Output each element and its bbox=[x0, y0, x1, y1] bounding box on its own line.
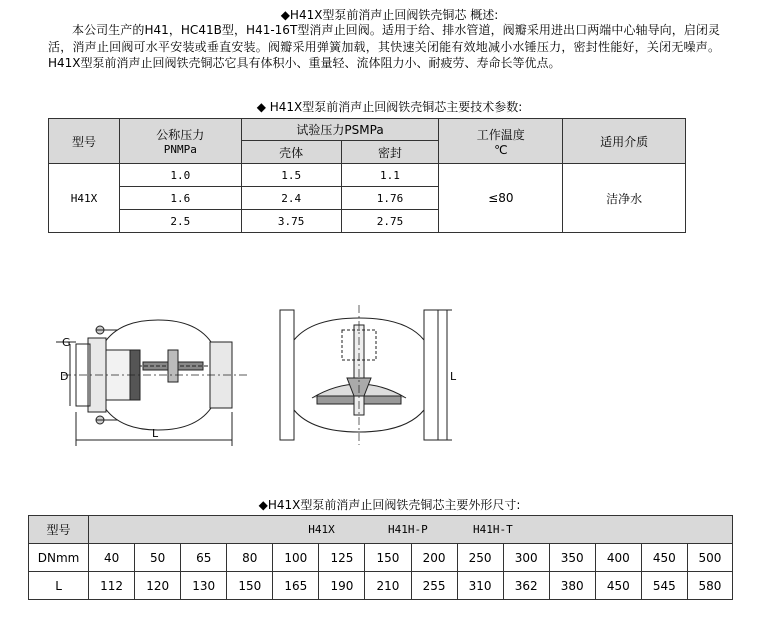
dims-label-l: L bbox=[29, 572, 89, 600]
cell-medium: 洁净水 bbox=[563, 164, 686, 233]
cell-shell: 3.75 bbox=[241, 210, 341, 233]
dims-cell-l: 255 bbox=[411, 572, 457, 600]
header-temp bbox=[439, 119, 563, 164]
dims-cell-l: 380 bbox=[549, 572, 595, 600]
dims-title: ◆H41X型泵前消声止回阀铁壳铜芯主要外形尺寸: bbox=[258, 498, 521, 512]
cell-seal: 1.76 bbox=[341, 187, 439, 210]
header-nominal-pressure bbox=[119, 119, 241, 164]
cell-pn: 2.5 bbox=[119, 210, 241, 233]
dims-header-model: 型号 bbox=[29, 516, 89, 544]
overview-title: ◆H41X型泵前消声止回阀铁壳铜芯 概述: bbox=[280, 8, 499, 22]
dims-cell-dn: 300 bbox=[503, 544, 549, 572]
dims-cell-dn: 40 bbox=[89, 544, 135, 572]
dims-cell-l: 150 bbox=[227, 572, 273, 600]
overview-paragraph: 本公司生产的H41，HC41B型，H41-16T型消声止回阀。适用于给、排水管道，阀瓣采用进出口两端中心轴导向，启闭灵活，消声止回阀可水平安装或垂直安装。阀瓣采用弹簧加载，其快速关闭能有效地减小水锤压力，密封性能好，关闭无噪声。H41X型泵前消声止回阀铁壳铜芯它具有体积小、重量轻、流体阻力小、耐疲劳、寿命长等优点。 bbox=[48, 23, 720, 70]
dims-cell-dn: 65 bbox=[181, 544, 227, 572]
dims-cell-l: 450 bbox=[595, 572, 641, 600]
dims-cell-dn: 125 bbox=[319, 544, 365, 572]
header-temp-label: 工作温度 bbox=[476, 127, 525, 142]
dims-cell-dn: 150 bbox=[365, 544, 411, 572]
dims-cell-dn: 50 bbox=[135, 544, 181, 572]
dims-cell-l: 545 bbox=[641, 572, 687, 600]
params-table bbox=[48, 118, 686, 233]
cell-pn: 1.0 bbox=[119, 164, 241, 187]
dims-cell-dn: 500 bbox=[687, 544, 732, 572]
dims-cell-dn: 450 bbox=[641, 544, 687, 572]
header-nominal-pressure-unit: PNMPa bbox=[163, 143, 197, 156]
dims-cell-dn: 80 bbox=[227, 544, 273, 572]
cell-model: H41X bbox=[49, 164, 120, 233]
header-nominal-pressure-label: 公称压力 bbox=[156, 128, 205, 142]
cell-seal: 2.75 bbox=[341, 210, 439, 233]
header-medium: 适用介质 bbox=[563, 119, 686, 164]
params-title: ◆ H41X型泵前消声止回阀铁壳铜芯主要技术参数: bbox=[256, 100, 523, 114]
dims-cell-l: 112 bbox=[89, 572, 135, 600]
header-test-pressure: 试验压力PSMPa bbox=[241, 119, 439, 141]
label-g: G bbox=[62, 336, 71, 349]
dims-cell-l: 580 bbox=[687, 572, 732, 600]
dims-cell-dn: 250 bbox=[457, 544, 503, 572]
label-l-left: L bbox=[152, 427, 159, 440]
cell-pn: 1.6 bbox=[119, 187, 241, 210]
cell-shell: 2.4 bbox=[241, 187, 341, 210]
cell-temp: ≤80 bbox=[439, 164, 563, 233]
dims-cell-l: 120 bbox=[135, 572, 181, 600]
dims-cell-l: 362 bbox=[503, 572, 549, 600]
dims-model: H41H-P bbox=[388, 523, 428, 536]
overview-text bbox=[48, 22, 720, 72]
cell-shell: 1.5 bbox=[241, 164, 341, 187]
dims-model: H41H-T bbox=[473, 523, 513, 536]
dims-model: H41X bbox=[308, 523, 335, 536]
dims-cell-l: 130 bbox=[181, 572, 227, 600]
dims-cell-dn: 200 bbox=[411, 544, 457, 572]
header-model: 型号 bbox=[49, 119, 120, 164]
header-shell: 壳体 bbox=[241, 141, 341, 164]
dims-table bbox=[28, 515, 733, 600]
label-d: D bbox=[60, 370, 69, 383]
dims-label-dn: DNmm bbox=[29, 544, 89, 572]
threaded-valve-drawing bbox=[48, 300, 268, 450]
dims-cell-l: 165 bbox=[273, 572, 319, 600]
dims-cell-l: 190 bbox=[319, 572, 365, 600]
label-l-right: L bbox=[450, 370, 457, 383]
header-temp-unit: ℃ bbox=[494, 142, 508, 157]
dims-cell-dn: 100 bbox=[273, 544, 319, 572]
dims-cell-l: 210 bbox=[365, 572, 411, 600]
cell-seal: 1.1 bbox=[341, 164, 439, 187]
dims-cell-l: 310 bbox=[457, 572, 503, 600]
header-seal: 密封 bbox=[341, 141, 439, 164]
dims-cell-dn: 350 bbox=[549, 544, 595, 572]
flanged-valve-drawing bbox=[272, 300, 472, 450]
dims-models bbox=[89, 516, 733, 544]
dims-cell-dn: 400 bbox=[595, 544, 641, 572]
